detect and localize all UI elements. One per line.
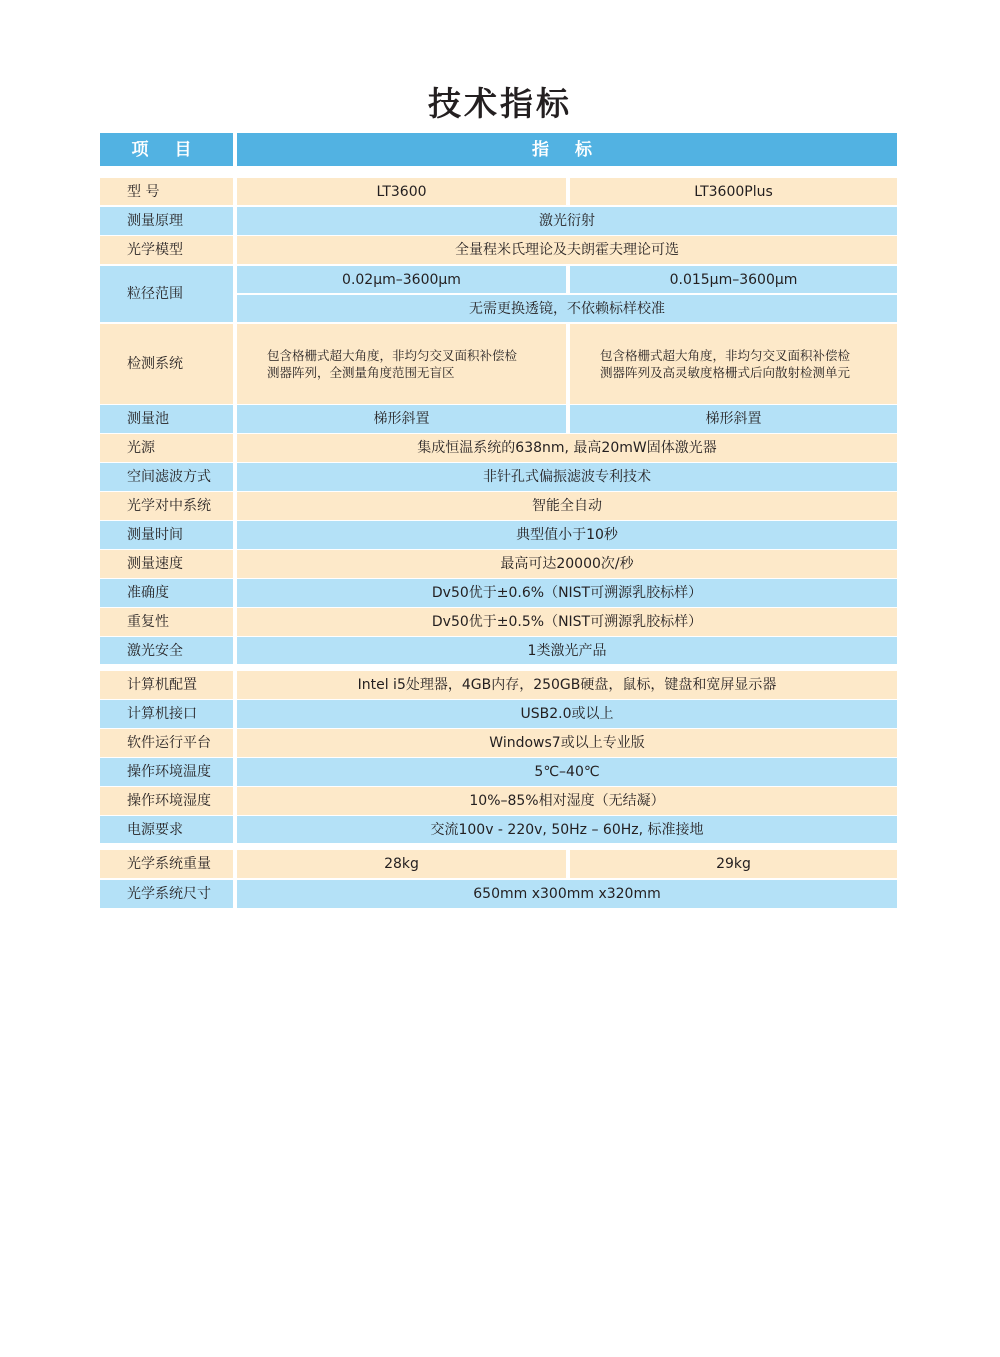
speed-value: 最高可达20000次/秒: [237, 550, 897, 578]
filter-label: 空间滤波方式: [100, 463, 233, 491]
principle-label: 测量原理: [100, 207, 233, 235]
alignment-label: 光学对中系统: [100, 492, 233, 520]
optical-model-label: 光学模型: [100, 236, 233, 264]
software-value: Windows7或以上专业版: [237, 729, 897, 757]
alignment-value: 智能全自动: [237, 492, 897, 520]
size-range-lt3600plus: 0.015μm–3600μm: [570, 266, 897, 293]
header-item: 项 目: [100, 133, 233, 166]
repeatability-label: 重复性: [100, 608, 233, 636]
accuracy-label: 准确度: [100, 579, 233, 607]
header-spec: 指 标: [237, 133, 897, 166]
weight-lt3600plus: 29kg: [570, 850, 897, 878]
accuracy-value: Dv50优于±0.6%（NIST可溯源乳胶标样）: [237, 579, 897, 607]
computer-label: 计算机配置: [100, 671, 233, 699]
model-lt3600: LT3600: [237, 178, 566, 205]
humidity-label: 操作环境湿度: [100, 787, 233, 815]
laser-safety-value: 1类激光产品: [237, 637, 897, 664]
speed-label: 测量速度: [100, 550, 233, 578]
dimensions-value: 650mm x300mm x320mm: [237, 880, 897, 908]
principle-value: 激光衍射: [237, 207, 897, 235]
temperature-label: 操作环境温度: [100, 758, 233, 786]
time-value: 典型值小于10秒: [237, 521, 897, 549]
size-range-note: 无需更换透镜，不依赖标样校准: [237, 295, 897, 322]
weight-lt3600: 28kg: [237, 850, 566, 878]
detection-label: 检测系统: [100, 324, 233, 404]
time-label: 测量时间: [100, 521, 233, 549]
software-label: 软件运行平台: [100, 729, 233, 757]
optical-model-value: 全量程米氏理论及夫朗霍夫理论可选: [237, 236, 897, 264]
page-title: 技术指标: [428, 84, 572, 123]
detection-lt3600plus-line-2: 测器阵列及高灵敏度格栅式后向散射检测单元: [600, 365, 851, 380]
detection-lt3600: [237, 324, 566, 404]
model-label: 型 号: [100, 178, 233, 205]
interface-label: 计算机接口: [100, 700, 233, 728]
detection-lt3600plus-line-1: 包含格栅式超大角度，非均匀交叉面积补偿检: [600, 348, 851, 363]
humidity-value: 10%–85%相对湿度（无结凝）: [237, 787, 897, 815]
temperature-value: 5℃–40℃: [237, 758, 897, 786]
repeatability-value: Dv50优于±0.5%（NIST可溯源乳胶标样）: [237, 608, 897, 636]
cell-lt3600: 梯形斜置: [237, 405, 566, 433]
power-value: 交流100v - 220v, 50Hz – 60Hz, 标准接地: [237, 816, 897, 843]
filter-value: 非针孔式偏振滤波专利技术: [237, 463, 897, 491]
detection-lt3600plus: [570, 324, 897, 404]
cell-lt3600plus: 梯形斜置: [570, 405, 897, 433]
size-range-label: 粒径范围: [100, 266, 233, 322]
interface-value: USB2.0或以上: [237, 700, 897, 728]
cell-label: 测量池: [100, 405, 233, 433]
power-label: 电源要求: [100, 816, 233, 843]
light-source-value: 集成恒温系统的638nm, 最高20mW固体激光器: [237, 434, 897, 462]
detection-lt3600-line-1: 包含格栅式超大角度，非均匀交叉面积补偿检: [267, 348, 518, 363]
laser-safety-label: 激光安全: [100, 637, 233, 664]
weight-label: 光学系统重量: [100, 850, 233, 878]
computer-value: Intel i5处理器，4GB内存，250GB硬盘，鼠标，键盘和宽屏显示器: [237, 671, 897, 699]
model-lt3600plus: LT3600Plus: [570, 178, 897, 205]
light-source-label: 光源: [100, 434, 233, 462]
detection-lt3600-line-2: 测器阵列，全测量角度范围无盲区: [267, 365, 455, 380]
dimensions-label: 光学系统尺寸: [100, 880, 233, 908]
size-range-lt3600: 0.02μm–3600μm: [237, 266, 566, 293]
